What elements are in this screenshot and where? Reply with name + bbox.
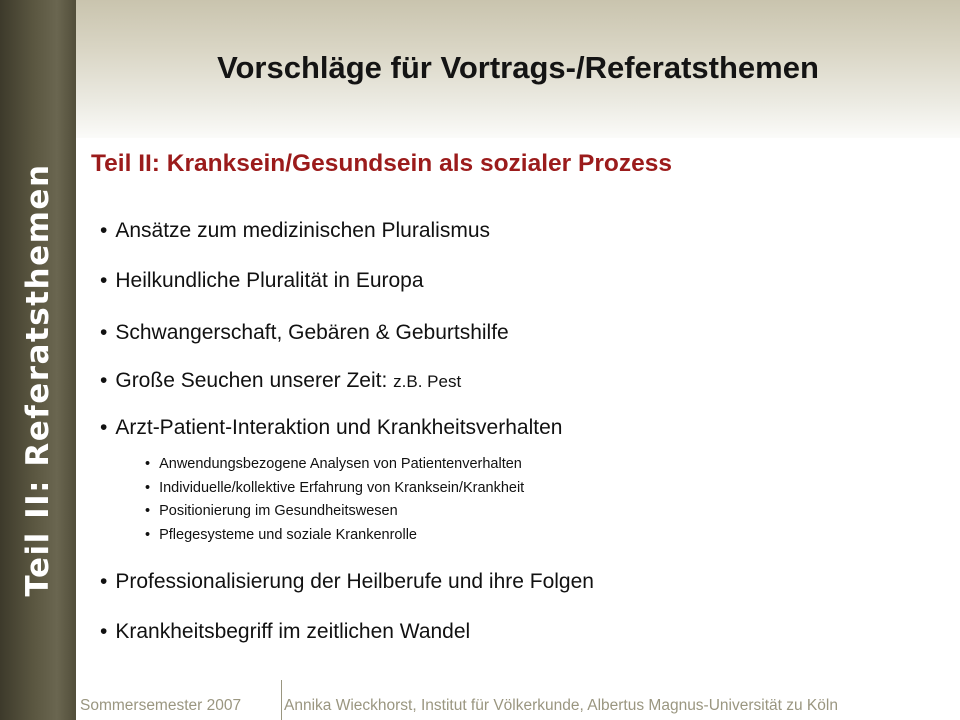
bullet-icon: • (145, 527, 151, 543)
bullet-item-text: Heilkundliche Pluralität in Europa (115, 269, 424, 292)
bullet-item-text: Krankheitsbegriff im zeitlichen Wandel (115, 620, 471, 643)
bullet-item-text: Schwangerschaft, Gebären & Geburtshilfe (115, 321, 509, 344)
bullet-item-text: Ansätze zum medizinischen Pluralismus (115, 219, 491, 242)
sub-bullet-item (145, 480, 524, 496)
bullet-icon: • (145, 456, 151, 472)
sub-bullet-item (145, 456, 522, 472)
bullet-item (100, 269, 424, 293)
bullet-icon: • (100, 416, 108, 439)
sub-bullet-item-text: Pflegesysteme und soziale Krankenrolle (159, 527, 417, 543)
section-heading: Teil II: Kranksein/Gesundsein als sozialer Prozess (91, 150, 672, 177)
bullet-item (100, 219, 490, 243)
bullet-item-text: Arzt-Patient-Interaktion und Krankheitsverhalten (115, 416, 563, 439)
bullet-icon: • (100, 369, 108, 392)
bullet-icon: • (145, 480, 151, 496)
bullet-item-text: Große Seuchen unserer Zeit: (115, 369, 388, 392)
bullet-item-text: Professionalisierung der Heilberufe und ihre Folgen (115, 570, 594, 593)
bullet-item (100, 369, 461, 393)
bullet-icon: • (100, 321, 108, 344)
bullet-item-suffix: z.B. Pest (393, 372, 462, 391)
sub-bullet-item-text: Individuelle/kollektive Erfahrung von Kranksein/Krankheit (159, 480, 525, 496)
bullet-icon: • (100, 269, 108, 292)
sidebar (0, 0, 76, 720)
sub-bullet-item (145, 527, 417, 543)
bullet-item (100, 620, 470, 644)
bullet-icon: • (100, 219, 108, 242)
slide-title: Vorschläge für Vortrags-/Referatsthemen (217, 50, 819, 85)
bullet-item (100, 321, 509, 345)
sub-bullet-item-text: Positionierung im Gesundheitswesen (159, 503, 398, 519)
footer-semester: Sommersemester 2007 (80, 697, 242, 714)
footer-divider (281, 680, 282, 720)
bullet-icon: • (145, 503, 151, 519)
bullet-icon: • (100, 570, 108, 593)
bullet-item (100, 416, 562, 440)
bullet-icon: • (100, 620, 108, 643)
sub-bullet-item-text: Anwendungsbezogene Analysen von Patientenverhalten (159, 456, 522, 472)
footer (76, 692, 960, 720)
sub-bullet-item (145, 503, 398, 519)
sidebar-title: Teil II: Referatsthemen (20, 163, 56, 597)
footer-author: Annika Wieckhorst, Institut für Völkerkunde, Albertus Magnus-Universität zu Köln (284, 697, 838, 714)
bullet-item (100, 570, 594, 594)
